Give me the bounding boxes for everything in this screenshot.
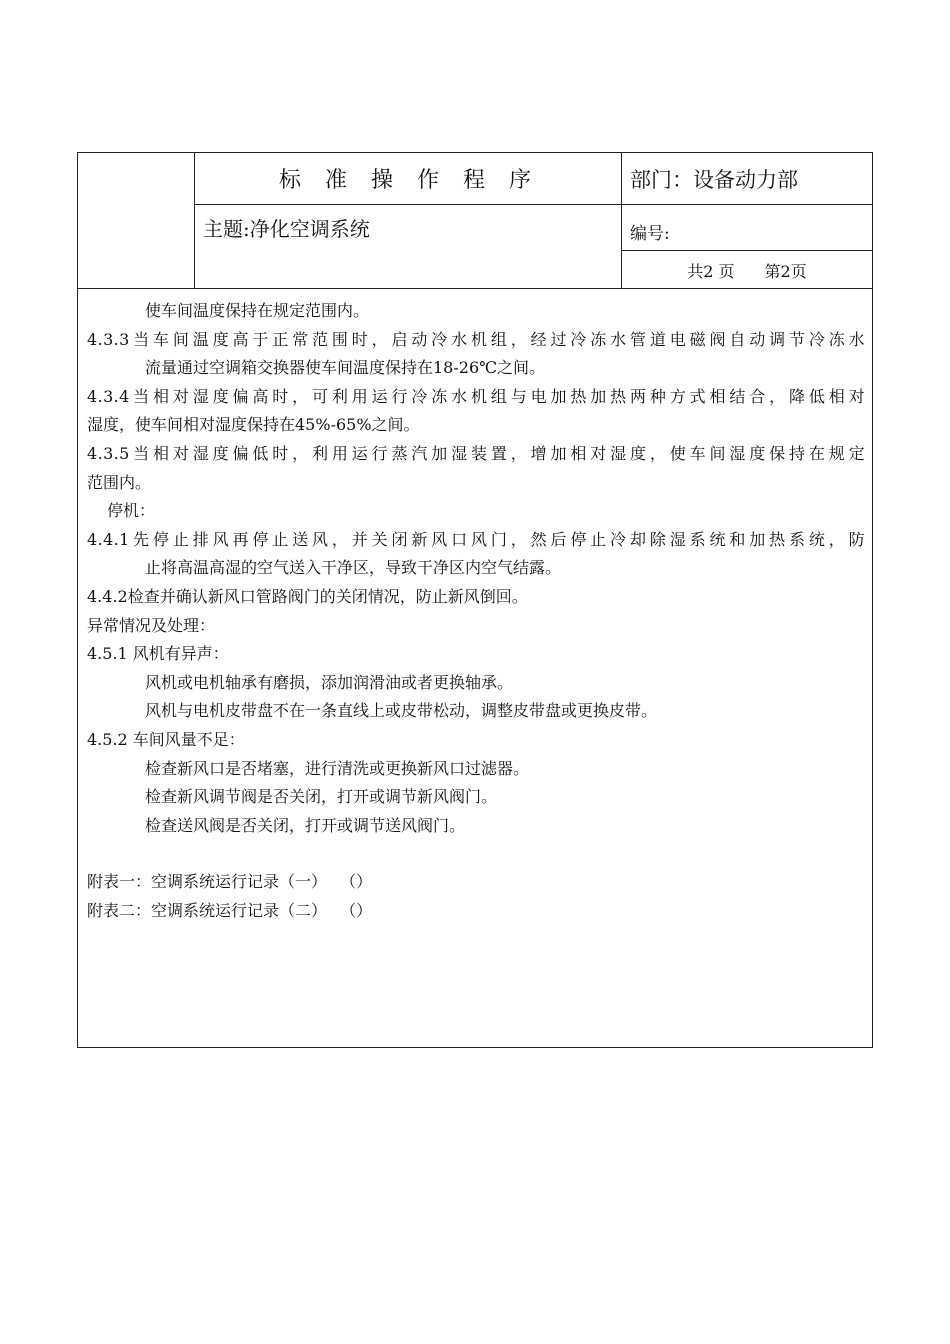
section-4-5-2-item: 检查新风调节阀是否关闭，打开或调节新风阀门。 xyxy=(145,787,498,807)
section-4-4-1-cont: 止将高温高湿的空气送入干净区，导致干净区内空气结露。 xyxy=(145,558,562,578)
section-4-3-4: 4.3.4当相对湿度偏高时，可利用运行冷冻水机组与电加热加热两种方式相结合，降低相对 xyxy=(87,386,865,406)
section-4-4-1: 4.4.1先停止排风再停止送风，并关闭新风口风门，然后停止冷却除湿系统和加热系统，防 xyxy=(87,529,865,549)
body-paragraph: 使车间温度保持在规定范围内。 xyxy=(145,301,370,320)
shutdown-heading: 停机： xyxy=(107,501,156,521)
section-4-4-2: 4.4.2检查并确认新风口管路阀门的关闭情况，防止新风倒回。 xyxy=(87,586,528,606)
section-4-3-5-cont: 范围内。 xyxy=(87,472,152,492)
header-right-column xyxy=(622,153,872,288)
section-4-3-5: 4.3.5当相对湿度偏低时，利用运行蒸汽加湿装置，增加相对湿度，使车间湿度保持在规定 xyxy=(87,443,865,463)
document-subject: 主题:净化空调系统 xyxy=(203,217,370,241)
appendix-2: 附表二：空调系统运行记录（二） （） xyxy=(87,900,373,920)
document-code-label: 编号: xyxy=(622,205,872,251)
header-middle-column xyxy=(195,153,622,288)
page-total: 共2 页 xyxy=(687,261,735,281)
section-4-5-1: 4.5.1 风机有异声： xyxy=(87,644,229,664)
document-title: 标准操作程序 xyxy=(278,168,555,193)
page-current: 第2页 xyxy=(764,261,807,281)
abnormal-heading: 异常情况及处理： xyxy=(87,615,216,635)
section-4-5-1-item: 风机与电机皮带盘不在一条直线上或皮带松动，调整皮带盘或更换皮带。 xyxy=(145,701,658,721)
section-4-3-3: 4.3.3当车间温度高于正常范围时，启动冷水机组，经过冷冻水管道电磁阀自动调节冷冻水 xyxy=(87,329,865,349)
department-label: 部门：设备动力部 xyxy=(622,153,872,205)
section-4-5-1-item: 风机或电机轴承有磨损，添加润滑油或者更换轴承。 xyxy=(145,672,514,692)
document-header xyxy=(78,153,872,289)
spacer xyxy=(87,840,865,868)
section-4-5-2: 4.5.2 车间风量不足： xyxy=(87,729,245,749)
section-4-5-2-item: 检查送风阀是否关闭，打开或调节送风阀门。 xyxy=(145,815,466,835)
page-info xyxy=(622,251,872,289)
document-frame xyxy=(77,152,873,1048)
section-4-5-2-item: 检查新风口是否堵塞，进行清洗或更换新风口过滤器。 xyxy=(145,758,530,778)
section-4-3-4-cont: 湿度，使车间相对湿度保持在45%-65%之间。 xyxy=(87,415,420,435)
section-4-3-3-cont: 流量通过空调箱交换器使车间温度保持在18-26℃之间。 xyxy=(145,358,546,378)
document-body xyxy=(87,297,865,925)
title-row xyxy=(195,153,621,205)
logo-cell xyxy=(78,153,195,288)
appendix-1: 附表一：空调系统运行记录（一） （） xyxy=(87,872,373,892)
